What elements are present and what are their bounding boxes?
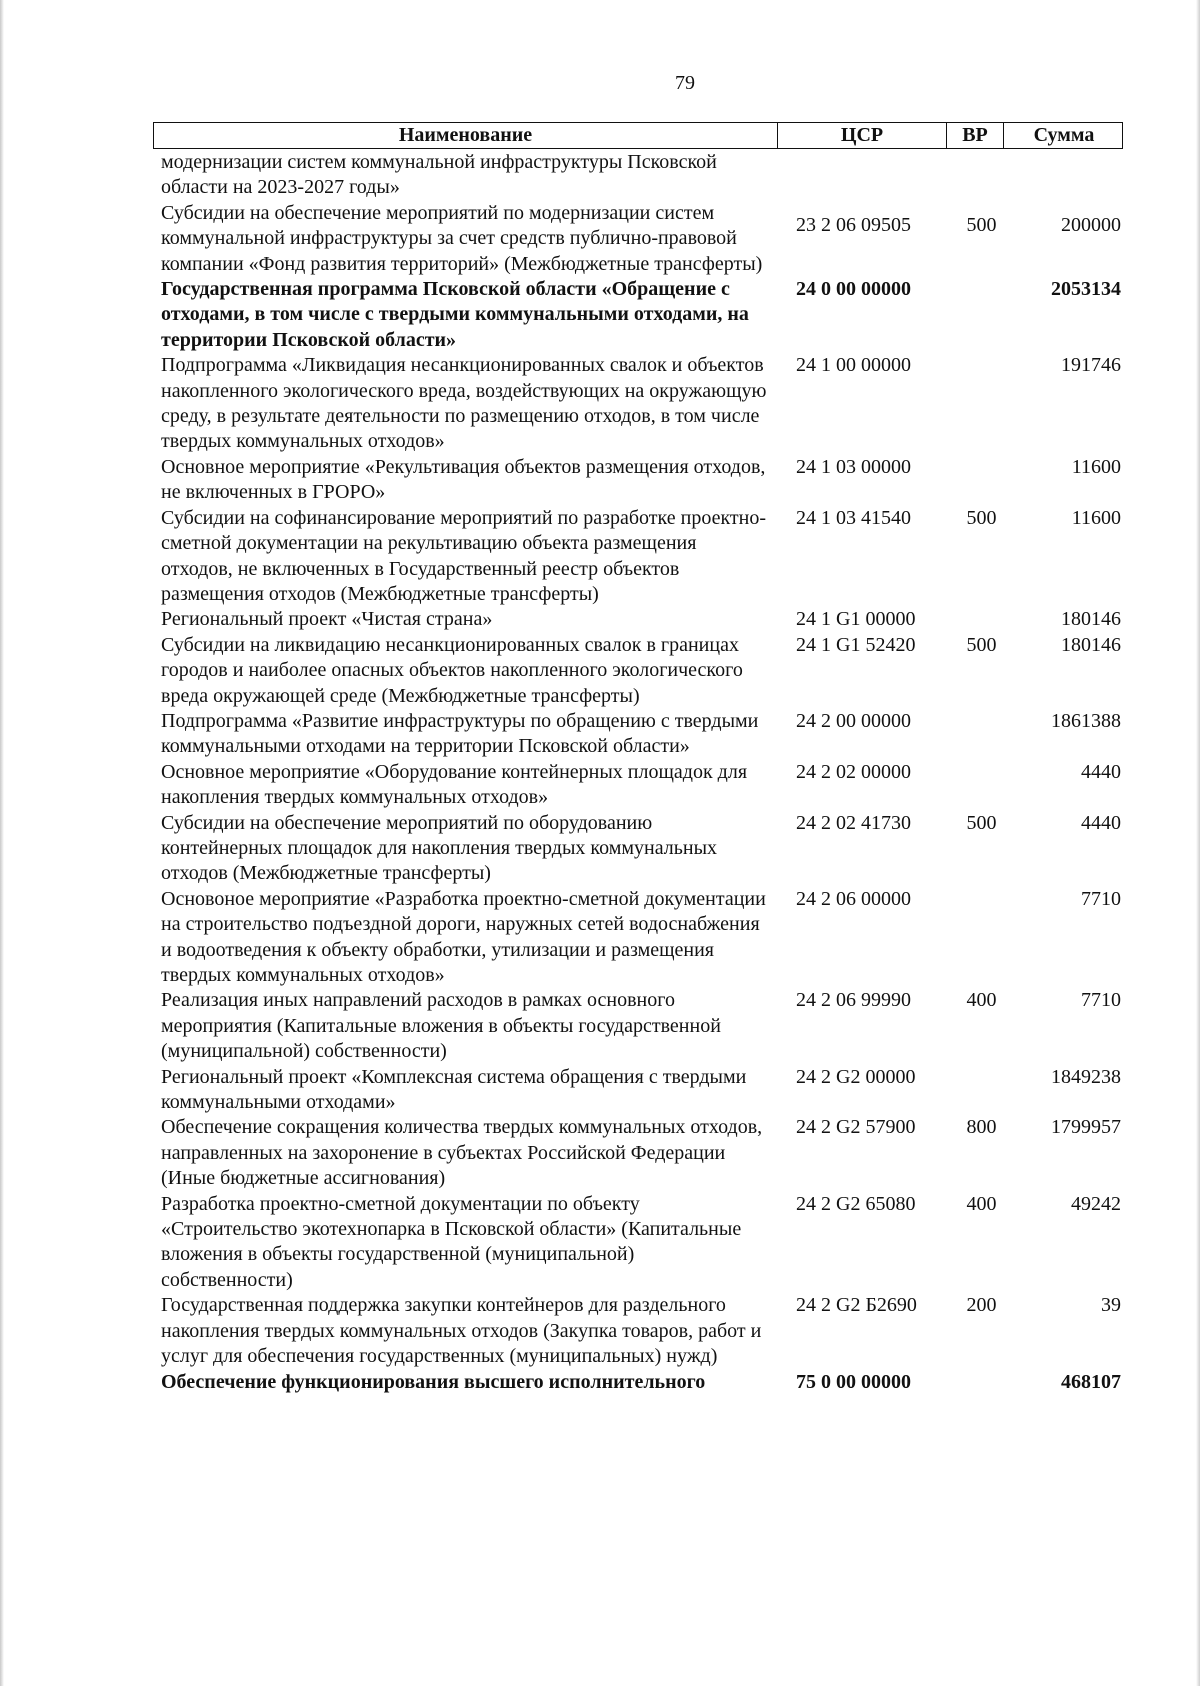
row-vr: 500 [966,633,997,656]
row-name: Региональный проект «Комплексная система обращения с твердыми коммунальными отходами» [161,1065,747,1114]
row-csr: 24 2 02 00000 [796,760,911,783]
header-csr: ЦСР [778,123,947,148]
row-csr: 24 2 02 41730 [796,811,911,834]
table-row [161,760,1121,811]
row-name: Основное мероприятие «Оборудование контейнерных площадок для накопления твердых коммунальных отходов» [161,760,748,809]
row-sum: 11600 [1071,506,1121,529]
row-name: Субсидии на ликвидацию несанкционированных свалок в границах городов и наиболее опасных объектов накопленного экологического вреда окружающей среде (Межбюджетные трансферты) [161,633,743,707]
row-csr: 24 0 00 00000 [796,278,911,301]
row-name: Субсидии на софинансирование мероприятий по разработке проектно-сметной документации на рекультивацию объекта размещения отходов, не включенных в Государственный реестр объектов размещения отходов (Межбюджетные трансферты) [161,506,767,605]
row-vr: 800 [966,1116,997,1139]
row-name: Разработка проектно-сметной документации по объекту «Строительство экотехнопарка в Псковской области» (Капитальные вложения в объекты государственной (муниципальной) собственности) [161,1192,742,1291]
table-row [161,811,1121,887]
row-csr: 24 2 G2 65080 [796,1192,916,1215]
table-row [161,277,1121,353]
table-row [161,455,1121,506]
row-name: Обеспечение функционирования высшего исполнительного [161,1370,706,1393]
row-name: Основоное мероприятие «Разработка проектно-сметной документации на строительство подъездной дороги, наружных сетей водоснабжения и водоотведения к объекту обработки, утилизации и размещения твердых коммунальных отходов» [161,887,766,986]
page-number: 79 [675,72,695,94]
row-csr: 24 1 03 41540 [796,506,911,529]
table-row [161,709,1121,760]
table-row [161,887,1121,989]
row-name: Государственная поддержка закупки контейнеров для раздельного накопления твердых коммунальных отходов (Закупка товаров, работ и услуг для обеспечения государственных (муниципальных) нужд) [161,1294,762,1368]
row-name: Подпрограмма «Ликвидация несанкционированных свалок и объектов накопленного экологического вреда, воздействующих на окружающую среду, в результате деятельности по размещению отходов, в том числе твердых коммунальных отходов» [161,354,767,453]
row-vr: 500 [966,213,997,236]
row-csr: 24 1 G1 00000 [796,608,916,631]
row-csr: 24 2 G2 00000 [796,1065,916,1088]
table-row [161,353,1121,455]
row-vr: 500 [966,506,997,529]
table-header [153,122,1123,149]
table-row [161,201,1121,277]
row-name: Субсидии на обеспечение мероприятий по оборудованию контейнерных площадок для накопления твердых коммунальных отходов (Межбюджетные трансферты) [161,811,718,885]
table-row [161,150,1121,201]
table-row [161,607,1121,632]
row-sum: 4440 [1081,760,1121,783]
row-sum: 7710 [1081,989,1121,1012]
row-sum: 1799957 [1051,1116,1121,1139]
row-sum: 2053134 [1051,278,1121,301]
row-vr: 400 [966,1192,997,1215]
row-csr: 24 2 06 00000 [796,887,911,910]
row-vr: 400 [966,989,997,1012]
row-sum: 39 [1101,1294,1121,1317]
row-sum: 468107 [1061,1370,1121,1393]
table-row [161,633,1121,709]
row-csr: 75 0 00 00000 [796,1370,911,1393]
row-name: Субсидии на обеспечение мероприятий по модернизации систем коммунальной инфраструктуры за счет средств публично-правовой компании «Фонд развития территорий» (Межбюджетные трансферты) [161,201,763,275]
table-row [161,988,1121,1064]
row-sum: 7710 [1081,887,1121,910]
row-csr: 24 1 G1 52420 [796,633,916,656]
row-name: модернизации систем коммунальной инфраструктуры Псковской области на 2023-2027 годы» [161,151,717,199]
row-sum: 1861388 [1051,709,1121,732]
scan-edge-left [0,0,4,1686]
row-sum: 49242 [1071,1192,1121,1215]
row-csr: 23 2 06 09505 [796,213,911,236]
scan-edge-right [1196,0,1200,1686]
row-sum: 180146 [1061,633,1121,656]
row-sum: 1849238 [1051,1065,1121,1088]
row-csr: 24 1 03 00000 [796,455,911,478]
row-name: Реализация иных направлений расходов в рамках основного мероприятия (Капитальные вложения в объекты государственной (муниципальной) собственности) [161,989,721,1063]
row-sum: 11600 [1071,455,1121,478]
table-row [161,1065,1121,1116]
row-csr: 24 2 G2 Б2690 [796,1294,917,1317]
header-name: Наименование [154,123,778,148]
header-sum: Сумма [1033,124,1095,146]
header-vr: ВР [947,123,1004,148]
table-row [161,1293,1121,1369]
row-csr: 24 2 00 00000 [796,709,911,732]
row-sum: 200000 [1061,213,1121,236]
row-name: Региональный проект «Чистая страна» [161,608,493,631]
table-row [161,506,1121,608]
row-name: Подпрограмма «Развитие инфраструктуры по обращению с твердыми коммунальными отходами на территории Псковской области» [161,709,759,758]
table-row [161,1192,1121,1294]
row-csr: 24 2 06 99990 [796,989,911,1012]
row-csr: 24 2 G2 57900 [796,1116,916,1139]
row-name: Основное мероприятие «Рекультивация объектов размещения отходов, не включенных в ГРОРО» [161,455,766,504]
row-sum: 180146 [1061,608,1121,631]
row-sum: 191746 [1061,354,1121,377]
budget-table-body [161,150,1121,1395]
table-row [161,1115,1121,1191]
row-vr: 200 [966,1294,997,1317]
row-name: Государственная программа Псковской области «Обращение с отходами, в том числе с твердыми коммунальными отходами, на территории Псковской области» [161,278,749,351]
row-sum: 4440 [1081,811,1121,834]
table-row [161,1370,1121,1395]
row-vr: 500 [966,811,997,834]
row-name: Обеспечение сокращения количества твердых коммунальных отходов, направленных на захоронение в субъектах Российской Федерации (Иные бюджетные ассигнования) [161,1116,763,1190]
row-csr: 24 1 00 00000 [796,354,911,377]
